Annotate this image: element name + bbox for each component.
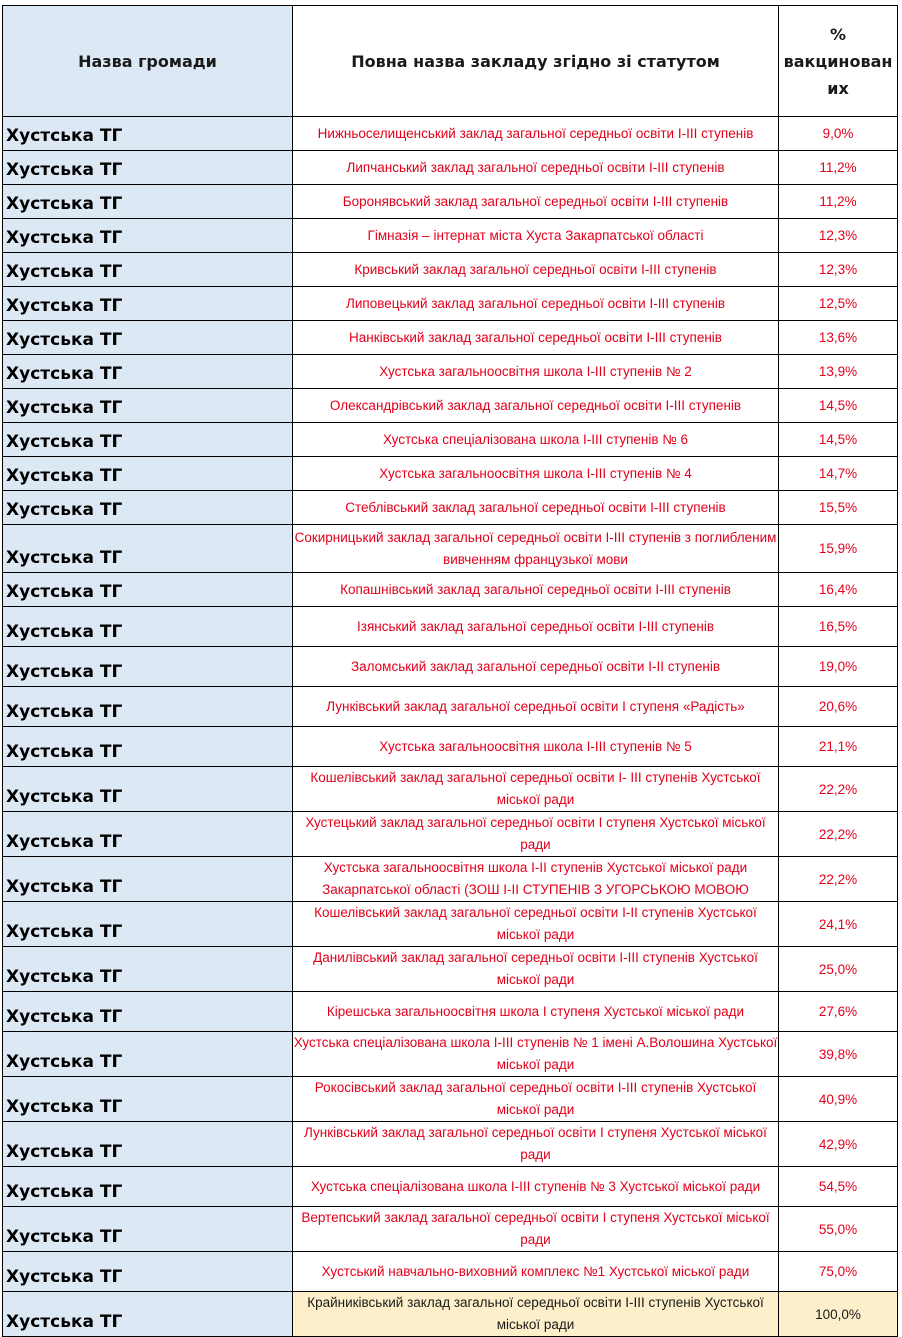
cell-community[interactable]: Хустська ТГ — [3, 389, 293, 423]
cell-school-text: Нижньоселищенський заклад загальної середньої освіти І-ІІІ ступенів — [317, 125, 754, 141]
table-row — [3, 647, 898, 687]
cell-community[interactable]: Хустська ТГ — [3, 321, 293, 355]
cell-school[interactable] — [293, 321, 779, 355]
header-percent-line: их — [827, 78, 849, 98]
spreadsheet — [2, 5, 898, 1337]
table-row — [3, 287, 898, 321]
cell-percent[interactable]: 12,5% — [779, 287, 898, 321]
cell-percent[interactable]: 13,9% — [779, 355, 898, 389]
cell-community[interactable]: Хустська ТГ — [3, 423, 293, 457]
table-row — [3, 1292, 898, 1337]
cell-community[interactable]: Хустська ТГ — [3, 992, 293, 1032]
cell-community[interactable]: Хустська ТГ — [3, 253, 293, 287]
cell-school-text: Лунківський заклад загальної середньої освіти І ступеня Хустської міської ради — [304, 1125, 767, 1162]
table-row — [3, 573, 898, 607]
table-row — [3, 185, 898, 219]
cell-percent[interactable]: 13,6% — [779, 321, 898, 355]
table-row — [3, 607, 898, 647]
cell-school-text: Хустська загальноосвітня школа І-ІІ ступенів Хустської міської ради Закарпатської області (ЗОШ І-ІІ СТУПЕНІВ З УГОРСЬКОЮ МОВОЮ — [322, 860, 749, 897]
cell-school[interactable] — [293, 1252, 779, 1292]
cell-percent[interactable]: 14,7% — [779, 457, 898, 491]
table-row — [3, 1032, 898, 1077]
cell-community[interactable]: Хустська ТГ — [3, 1032, 293, 1077]
cell-community[interactable]: Хустська ТГ — [3, 687, 293, 727]
cell-community[interactable]: Хустська ТГ — [3, 857, 293, 902]
cell-community[interactable]: Хустська ТГ — [3, 1122, 293, 1167]
table-row — [3, 389, 898, 423]
cell-school-text: Хустська загальноосвітня школа І-ІІІ ступенів № 5 — [379, 738, 692, 754]
cell-school[interactable] — [293, 287, 779, 321]
cell-school-text: Хустська спеціалізована школа І-ІІІ ступенів № 3 Хустської міської ради — [310, 1178, 761, 1194]
cell-community[interactable]: Хустська ТГ — [3, 491, 293, 525]
cell-percent[interactable]: 16,5% — [779, 607, 898, 647]
cell-community[interactable]: Хустська ТГ — [3, 1077, 293, 1122]
cell-school[interactable] — [293, 117, 779, 151]
cell-community[interactable]: Хустська ТГ — [3, 767, 293, 812]
cell-school-text: Кривський заклад загальної середньої освіти І-ІІІ ступенів — [354, 261, 717, 277]
header-percent[interactable] — [779, 6, 898, 117]
cell-school-text: Хустський навчально-виховний комплекс №1 Хустської міської ради — [321, 1263, 750, 1279]
cell-community[interactable]: Хустська ТГ — [3, 607, 293, 647]
cell-school-text: Кошелівський заклад загальної середньої освіти І-ІІ ступенів Хустської міської ради — [314, 905, 757, 942]
cell-percent[interactable]: 12,3% — [779, 219, 898, 253]
cell-school-text: Лунківський заклад загальної середньої освіти І ступеня «Радість» — [326, 698, 745, 714]
cell-school[interactable] — [293, 355, 779, 389]
table-row — [3, 525, 898, 573]
header-percent-line: вакцинован — [783, 51, 893, 71]
cell-school-text: Данилівський заклад загальної середньої освіти І-ІІІ ступенів Хустської міської ради — [313, 950, 758, 987]
cell-community[interactable]: Хустська ТГ — [3, 287, 293, 321]
table-row — [3, 1122, 898, 1167]
table-row — [3, 457, 898, 491]
cell-community[interactable]: Хустська ТГ — [3, 1292, 293, 1337]
cell-community[interactable]: Хустська ТГ — [3, 1207, 293, 1252]
cell-percent[interactable]: 22,2% — [779, 857, 898, 902]
cell-school[interactable] — [293, 727, 779, 767]
cell-school[interactable] — [293, 1077, 779, 1122]
cell-school-text: Хустська спеціалізована школа І-ІІІ ступенів № 1 імені А.Волошина Хустської міської ради — [293, 1035, 778, 1072]
table-row — [3, 423, 898, 457]
table-row — [3, 1207, 898, 1252]
cell-school[interactable] — [293, 1292, 779, 1337]
cell-percent[interactable]: 100,0% — [779, 1292, 898, 1337]
cell-percent[interactable]: 16,4% — [779, 573, 898, 607]
cell-school[interactable] — [293, 491, 779, 525]
cell-community[interactable]: Хустська ТГ — [3, 151, 293, 185]
cell-school-text: Рокосівський заклад загальної середньої освіти І-ІІІ ступенів Хустської міської ради — [314, 1080, 757, 1117]
cell-school-text: Кірешська загальноосвітня школа І ступеня Хустської міської ради — [326, 1003, 745, 1019]
table-row — [3, 902, 898, 947]
cell-percent[interactable]: 21,1% — [779, 727, 898, 767]
cell-school[interactable] — [293, 992, 779, 1032]
cell-community[interactable]: Хустська ТГ — [3, 902, 293, 947]
cell-percent[interactable]: 14,5% — [779, 423, 898, 457]
cell-school[interactable] — [293, 389, 779, 423]
cell-school[interactable] — [293, 607, 779, 647]
cell-school-text: Сокирницький заклад загальної середньої освіти І-ІІІ ступенів з поглибленим вивченням французької мови — [294, 529, 777, 567]
cell-school[interactable] — [293, 812, 779, 857]
cell-school-text: Липовецький заклад загальної середньої освіти І-ІІІ ступенів — [345, 295, 725, 311]
cell-school-text: Кошелівський заклад загальної середньої освіти І- ІІІ ступенів Хустської міської ради — [310, 770, 761, 807]
table-row — [3, 727, 898, 767]
header-school[interactable]: Повна назва закладу згідно зі статутом — [293, 6, 779, 117]
cell-school-text: Хустська загальноосвітня школа І-ІІІ ступенів № 2 — [379, 363, 692, 379]
cell-school-text: Копашнівський заклад загальної середньої освіти І-ІІІ ступенів — [340, 581, 731, 597]
cell-percent[interactable]: 55,0% — [779, 1207, 898, 1252]
table-row — [3, 219, 898, 253]
cell-percent[interactable]: 39,8% — [779, 1032, 898, 1077]
table-row — [3, 687, 898, 727]
cell-school-text: Вертепський заклад загальної середньої освіти І ступеня Хустської міської ради — [301, 1210, 770, 1247]
table-row — [3, 992, 898, 1032]
cell-percent[interactable]: 40,9% — [779, 1077, 898, 1122]
cell-school[interactable] — [293, 253, 779, 287]
cell-community[interactable]: Хустська ТГ — [3, 219, 293, 253]
cell-school-text: Хустська загальноосвітня школа І-ІІІ ступенів № 4 — [379, 465, 692, 481]
table-row — [3, 767, 898, 812]
cell-percent[interactable]: 15,5% — [779, 491, 898, 525]
cell-school[interactable] — [293, 185, 779, 219]
cell-community[interactable]: Хустська ТГ — [3, 457, 293, 491]
cell-community[interactable]: Хустська ТГ — [3, 947, 293, 992]
cell-percent[interactable]: 22,2% — [779, 812, 898, 857]
cell-school-text: Крайниківський заклад загальної середньої освіти І-ІІІ ступенів Хустської міської ради — [307, 1295, 764, 1332]
table-row — [3, 857, 898, 902]
cell-school[interactable] — [293, 767, 779, 812]
cell-school[interactable] — [293, 1207, 779, 1252]
cell-school[interactable] — [293, 219, 779, 253]
cell-community[interactable]: Хустська ТГ — [3, 1252, 293, 1292]
table-row — [3, 117, 898, 151]
cell-school[interactable] — [293, 1122, 779, 1167]
cell-school-text: Стеблівський заклад загальної середньої освіти І-ІІІ ступенів — [345, 499, 726, 515]
cell-school[interactable] — [293, 573, 779, 607]
cell-school[interactable] — [293, 1032, 779, 1077]
cell-percent[interactable]: 42,9% — [779, 1122, 898, 1167]
cell-percent[interactable]: 27,6% — [779, 992, 898, 1032]
cell-community[interactable]: Хустська ТГ — [3, 647, 293, 687]
cell-community[interactable]: Хустська ТГ — [3, 185, 293, 219]
cell-community[interactable]: Хустська ТГ — [3, 117, 293, 151]
cell-community[interactable]: Хустська ТГ — [3, 727, 293, 767]
cell-school-text: Хустська спеціалізована школа І-ІІІ ступенів № 6 — [382, 431, 689, 447]
cell-community[interactable]: Хустська ТГ — [3, 573, 293, 607]
table-row — [3, 355, 898, 389]
cell-school[interactable] — [293, 947, 779, 992]
header-community[interactable]: Назва громади — [3, 6, 293, 117]
header-row — [3, 6, 898, 117]
cell-percent[interactable]: 75,0% — [779, 1252, 898, 1292]
cell-percent[interactable]: 15,9% — [779, 525, 898, 573]
cell-percent[interactable]: 14,5% — [779, 389, 898, 423]
cell-school[interactable] — [293, 457, 779, 491]
cell-community[interactable]: Хустська ТГ — [3, 812, 293, 857]
table-row — [3, 947, 898, 992]
table-row — [3, 253, 898, 287]
cell-community[interactable]: Хустська ТГ — [3, 355, 293, 389]
cell-school[interactable] — [293, 525, 779, 573]
cell-school[interactable] — [293, 423, 779, 457]
cell-school-text: Боронявський заклад загальної середньої освіти І-ІІІ ступенів — [342, 193, 729, 209]
table-row — [3, 151, 898, 185]
table-row — [3, 812, 898, 857]
cell-school[interactable] — [293, 857, 779, 902]
cell-school-text: Гімназія – інтернат міста Хуста Закарпатської області — [367, 227, 704, 243]
cell-percent[interactable]: 12,3% — [779, 253, 898, 287]
cell-percent[interactable]: 25,0% — [779, 947, 898, 992]
cell-school[interactable] — [293, 151, 779, 185]
cell-school-text: Ізянський заклад загальної середньої освіти І-ІІІ ступенів — [357, 618, 714, 634]
cell-percent[interactable]: 11,2% — [779, 151, 898, 185]
cell-percent[interactable]: 20,6% — [779, 687, 898, 727]
table-row — [3, 491, 898, 525]
cell-school[interactable] — [293, 1167, 779, 1207]
cell-school-text: Нанківський заклад загальної середньої освіти І-ІІІ ступенів — [349, 329, 722, 345]
table-row — [3, 1252, 898, 1292]
cell-percent[interactable]: 11,2% — [779, 185, 898, 219]
cell-school[interactable] — [293, 687, 779, 727]
cell-percent[interactable]: 19,0% — [779, 647, 898, 687]
cell-school-text: Олександрівський заклад загальної середньої освіти І-ІІІ ступенів — [329, 397, 742, 413]
cell-school[interactable] — [293, 902, 779, 947]
cell-school-text: Хустецький заклад загальної середньої освіти І ступеня Хустської міської ради — [305, 815, 766, 852]
table-row — [3, 321, 898, 355]
cell-percent[interactable]: 54,5% — [779, 1167, 898, 1207]
vaccination-table — [2, 5, 898, 1337]
cell-community[interactable]: Хустська ТГ — [3, 525, 293, 573]
table-row — [3, 1167, 898, 1207]
cell-school-text: Заломський заклад загальної середньої освіти І-ІІ ступенів — [350, 658, 720, 674]
table-row — [3, 1077, 898, 1122]
cell-percent[interactable]: 24,1% — [779, 902, 898, 947]
header-percent-line: % — [829, 24, 847, 44]
cell-community[interactable]: Хустська ТГ — [3, 1167, 293, 1207]
cell-percent[interactable]: 9,0% — [779, 117, 898, 151]
cell-school-text: Липчанський заклад загальної середньої освіти І-ІІІ ступенів — [346, 159, 725, 175]
cell-percent[interactable]: 22,2% — [779, 767, 898, 812]
cell-school[interactable] — [293, 647, 779, 687]
